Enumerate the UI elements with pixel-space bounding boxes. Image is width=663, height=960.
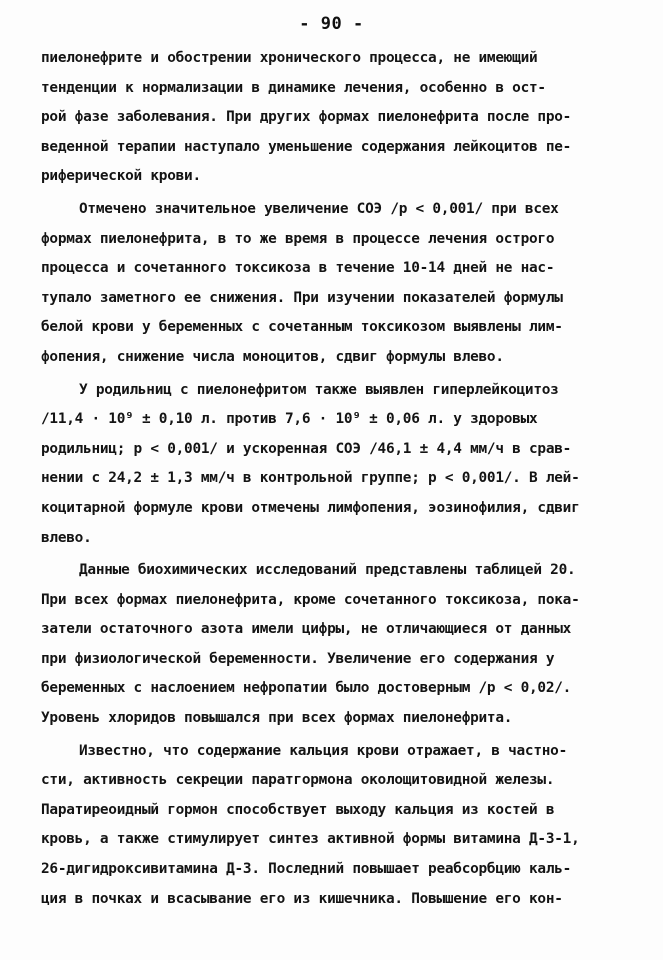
text-line: коцитарной формуле крови отмечены лимфопения, эозинофилия, сдвиг bbox=[41, 499, 580, 516]
text-line: Отмечено значительное увеличение СОЭ /р < 0,001/ при всех bbox=[79, 200, 559, 217]
paragraph-1 bbox=[41, 44, 631, 192]
paragraph-2 bbox=[41, 195, 631, 373]
text-line: формах пиелонефрита, в то же время в процессе лечения острого bbox=[41, 230, 555, 247]
text-line: затели остаточного азота имели цифры, не отличающиеся от данных bbox=[41, 621, 572, 638]
text-line: Данные биохимических исследований представлены таблицей 20. bbox=[79, 562, 576, 579]
text-line: /11,4 · 10⁹ ± 0,10 л. против 7,6 · 10⁹ ± 0,06 л. у здоровых bbox=[41, 411, 538, 428]
paragraph-4 bbox=[41, 556, 631, 734]
text-line: У родильниц с пиелонефритом также выявлен гиперлейкоцитоз bbox=[79, 381, 559, 398]
text-line: веденной терапии наступало уменьшение содержания лейкоцитов пе- bbox=[41, 138, 572, 155]
paragraph-5 bbox=[41, 737, 631, 915]
text-line: нении с 24,2 ± 1,3 мм/ч в контрольной группе; р < 0,001/. В лей- bbox=[41, 470, 580, 487]
text-line: кровь, а также стимулирует синтез активной формы витамина Д-3-1, bbox=[41, 831, 580, 848]
body-text bbox=[41, 44, 631, 914]
text-line: рой фазе заболевания. При других формах пиелонефрита после про- bbox=[41, 109, 572, 126]
text-line: беременных с наслоением нефропатии было достоверным /р < 0,02/. bbox=[41, 680, 572, 697]
text-line: фопения, снижение числа моноцитов, сдвиг формулы влево. bbox=[41, 348, 504, 365]
text-line: 26-дигидроксивитамина Д-3. Последний повышает реабсорбцию каль- bbox=[41, 861, 572, 878]
text-line: сти, активность секреции паратгормона околощитовидной железы. bbox=[41, 772, 555, 789]
text-line: Уровень хлоридов повышался при всех формах пиелонефрита. bbox=[41, 710, 513, 727]
text-line: процесса и сочетанного токсикоза в течение 10-14 дней не нас- bbox=[41, 260, 555, 277]
text-line: при физиологической беременности. Увеличение его содержания у bbox=[41, 650, 555, 667]
text-line: влево. bbox=[41, 529, 92, 546]
text-line: родильниц; р < 0,001/ и ускоренная СОЭ /46,1 ± 4,4 мм/ч в срав- bbox=[41, 440, 572, 457]
page-number: - 90 - bbox=[299, 14, 364, 34]
paragraph-3 bbox=[41, 376, 631, 554]
text-line: При всех формах пиелонефрита, кроме сочетанного токсикоза, пока- bbox=[41, 591, 580, 608]
text-line: тенденции к нормализации в динамике лечения, особенно в ост- bbox=[41, 79, 546, 96]
text-line: пиелонефрите и обострении хронического процесса, не имеющий bbox=[41, 50, 538, 66]
text-line: тупало заметного ее снижения. При изучении показателей формулы bbox=[41, 289, 563, 306]
text-line: Паратиреоидный гормон способствует выходу кальция из костей в bbox=[41, 801, 555, 818]
text-line: ция в почках и всасывание его из кишечника. Повышение его кон- bbox=[41, 890, 563, 907]
text-line: риферической крови. bbox=[41, 168, 201, 185]
text-line: Известно, что содержание кальция крови отражает, в частно- bbox=[79, 742, 568, 759]
text-line: белой крови у беременных с сочетанным токсикозом выявлены лим- bbox=[41, 319, 563, 336]
